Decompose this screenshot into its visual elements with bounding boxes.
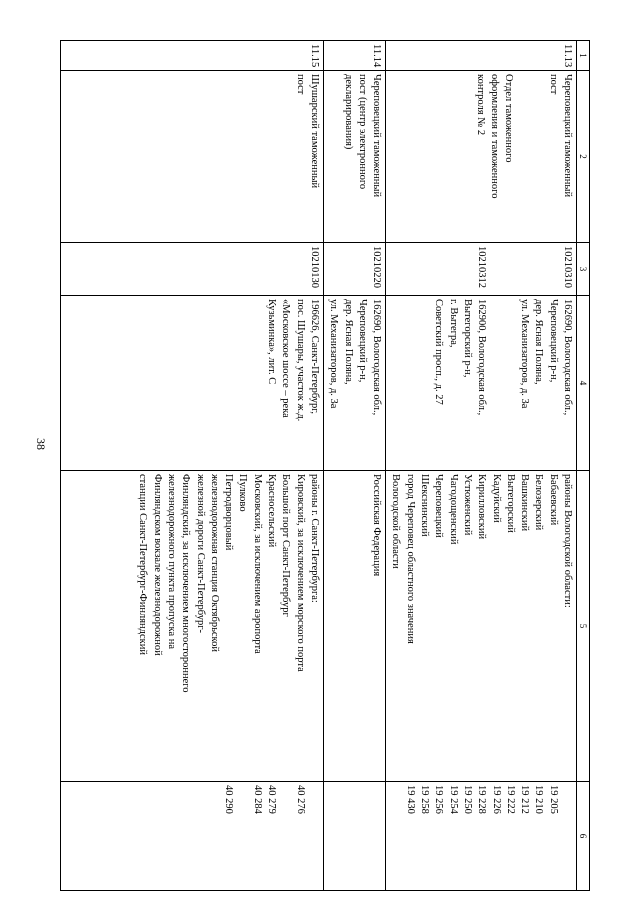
region-line: Белозерский <box>533 474 545 531</box>
address-line: дер. Ясная Поляна, <box>533 299 545 385</box>
okato-code: 19 212 <box>519 785 531 814</box>
okato-code: 19 250 <box>461 785 473 814</box>
post-name-cell <box>323 71 385 243</box>
column-number: 2 <box>577 71 590 243</box>
row-number: 11.14 <box>323 41 385 71</box>
okato-code: 19 256 <box>433 785 445 814</box>
column-numbering-row <box>577 41 590 891</box>
row-number: 11.15 <box>61 41 324 71</box>
regions-cell <box>61 471 324 782</box>
address-cell <box>61 296 324 471</box>
post-name-line: пост (центр электронного <box>356 74 368 190</box>
address-line: 162690, Вологодская обл., <box>371 299 383 416</box>
okato-code <box>278 785 292 887</box>
region-line: Финляндский, за исключением многостороннего <box>180 474 192 693</box>
region-line: Чагодощенский <box>447 474 459 545</box>
post-name-line: декларирования) <box>342 74 354 150</box>
region-line: Шекснинский <box>419 474 431 537</box>
row-number: 11.13 <box>386 41 577 71</box>
post-name-line: Череповецкий таможенный <box>562 74 573 198</box>
table-row <box>386 41 577 891</box>
okato-code: 40 290 <box>223 785 235 814</box>
okato-code: 19 222 <box>504 785 516 814</box>
table-row <box>323 41 385 891</box>
region-line: Кадуйский <box>490 474 502 523</box>
okato-code <box>235 785 249 887</box>
post-name-line: Череповецкий таможенный <box>371 74 383 198</box>
address-line: «Московское шоссе – река <box>280 299 292 418</box>
address-line: Кузьминка», лит. С <box>266 299 278 385</box>
post-name-line: пост <box>294 74 306 95</box>
okato-cell <box>61 782 324 891</box>
region-line: Вашкинский <box>519 474 531 532</box>
okato-code: 19 258 <box>419 785 431 814</box>
region-line: Череповецкий <box>433 474 445 538</box>
region-line: районы г. Санкт-Петербурга: <box>308 474 320 603</box>
okato-code: 19 228 <box>476 785 488 814</box>
post-name-line: контроля № 2 <box>474 74 486 136</box>
customs-posts-table <box>60 40 590 891</box>
address-line: 162900, Вологодская обл., <box>476 299 488 416</box>
region-line: Вытегорский <box>504 474 516 533</box>
post-code-cell <box>386 243 577 296</box>
post-code: 10210220 <box>371 246 383 288</box>
okato-code: 19 226 <box>490 785 502 814</box>
okato-code: 19 430 <box>404 785 416 814</box>
address-line: г. Вытегра, <box>447 299 459 348</box>
post-code-cell <box>61 243 324 296</box>
post-code: 10210312 <box>476 246 488 288</box>
post-name-line: Отдел таможенного <box>503 74 515 163</box>
regions-cell <box>386 471 577 782</box>
address-line: Вытегорский р-н, <box>461 299 473 378</box>
address-line: ул. Механизаторов, д. 3а <box>519 299 531 409</box>
address-line: 162690, Вологодская обл., <box>562 299 573 416</box>
column-number: 3 <box>577 243 590 296</box>
region-line: Устюженский <box>461 474 473 536</box>
region-line: город Череповец областного значения <box>404 474 416 644</box>
regions-cell <box>323 471 385 782</box>
okato-code: 19 254 <box>447 785 459 814</box>
okato-cell <box>386 782 577 891</box>
address-line: Череповецкий р-н, <box>547 299 559 383</box>
address-cell <box>386 296 577 471</box>
region-line: Кирилловский <box>476 474 488 540</box>
post-name-line: Шушарский таможенный <box>308 74 320 189</box>
region-line: районы Вологодской области: <box>562 474 573 608</box>
region-line: станции Санкт-Петербург-Финляндский <box>137 474 149 656</box>
post-code-cell <box>323 243 385 296</box>
region-line: Большой порт Санкт-Петербург <box>280 474 292 617</box>
region-line: Вологодской области <box>390 474 402 569</box>
okato-code: 19 205 <box>547 785 559 814</box>
column-number: 5 <box>577 471 590 782</box>
post-name-line: пост <box>547 74 559 95</box>
address-cell <box>323 296 385 471</box>
post-name-cell <box>386 71 577 243</box>
column-number: 4 <box>577 296 590 471</box>
address-line: Череповецкий р-н, <box>356 299 368 383</box>
post-code: 10210130 <box>308 246 320 288</box>
region-line: железнодорожного пункта пропуска на <box>165 474 177 650</box>
region-line: Красносельский <box>266 474 278 548</box>
region-line: Петродворцовый <box>223 474 235 551</box>
post-code: 10210310 <box>562 246 573 288</box>
address-line: 196626, Санкт-Петербург, <box>308 299 320 415</box>
address-line: ул. Механизаторов, д. 3а <box>328 299 340 409</box>
post-name-cell <box>61 71 324 243</box>
region-line: Кировский, за исключением морского порта <box>294 474 306 672</box>
region-line: Пулково <box>237 474 249 512</box>
rotated-table-sheet <box>60 40 590 890</box>
column-number: 6 <box>577 782 590 891</box>
address-line: Советский просп., д. 27 <box>433 299 445 405</box>
region-line: Бабаевский <box>547 474 559 526</box>
okato-code: 19 210 <box>533 785 545 814</box>
region-line: железнодорожная станция Октябрьской <box>208 474 220 652</box>
okato-code <box>307 785 321 887</box>
okato-cell <box>323 782 385 891</box>
region-line: Московский, за исключением аэропорта <box>251 474 263 654</box>
column-number: 1 <box>577 41 590 71</box>
region-line: Российская Федерация <box>371 474 383 577</box>
okato-code: 40 284 <box>251 785 263 814</box>
address-line: дер. Ясная Поляна, <box>342 299 354 385</box>
okato-code: 40 276 <box>294 785 306 814</box>
okato-code: 40 279 <box>266 785 278 814</box>
post-name-line: оформления и таможенного <box>489 74 501 199</box>
table-row <box>61 41 324 891</box>
region-line: железной дороги Санкт-Петербург- <box>194 474 206 634</box>
page-number: 38 <box>34 438 48 450</box>
region-line: Финляндском вокзале железнодорожной <box>151 474 163 656</box>
address-line: пос. Шушары, участок ж.д. <box>294 299 306 422</box>
